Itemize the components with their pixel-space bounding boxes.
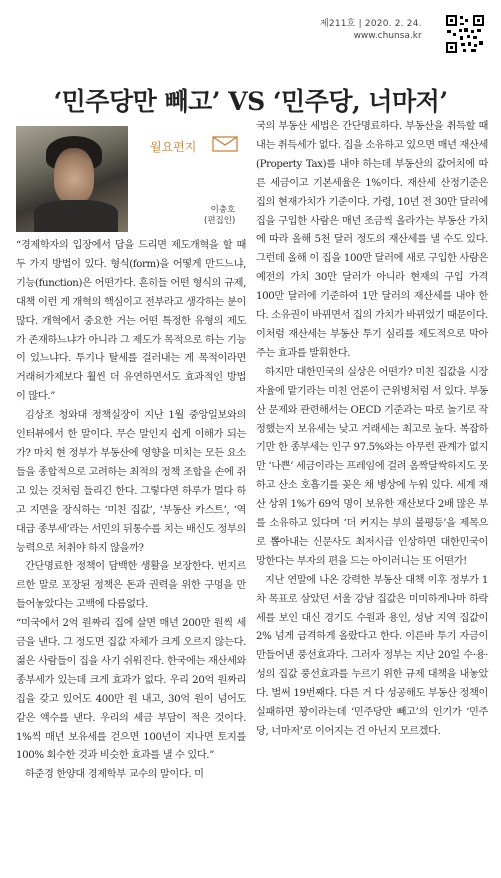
issue-header (320, 18, 422, 42)
paragraph: 국의 부동산 세법은 간단명료하다. 부동산을 취득할 때 내는 취득세가 없다. 집을 소유하고 있으면 매년 재산세(Property Tax)를 내야 하는데 부동산의 값어치에 따른 세금이고 기본세율은 1%이다. 재산세 산정기준은 집의 현재가치가 기준이다. 가령, 10년 전 30만 달러에 집을 구입한 사람은 매년 조금씩 올라가는 부동산 가치에 따라 올해 5천 달러 정도의 재산세를 낼 수도 있다. 그런데 올해 이 집을 100만 달러에 새로 구입한 사람은 예전의 가치 30만 달러가 아니라 현재의 구입 가격 100만 달러에 기준하여 1만 달러의 재산세를 내야 한다. 소유권이 바뀌면서 집의 가치가 바뀌었기 때문이다. 이처럼 재산세는 부동산 투기 심리를 제도적으로 막아주는 효과를 발휘한다. (256, 121, 488, 359)
body-column-right (256, 118, 488, 742)
site-url[interactable]: www.chunsa.kr (353, 31, 422, 41)
paragraph: 간단명료한 정책이 담백한 생활을 보장한다. 번지르르한 말로 포장된 정책은 돈과 권력을 위한 구멍을 만들어놓았다는 고백에 다름없다. (16, 561, 246, 611)
paragraph: 하준경 한양대 경제학부 교수의 말이다. 미 (25, 769, 204, 781)
paragraph: “미국에서 2억 원짜리 집에 살면 매년 200만 원씩 세금을 낸다. 그 정도면 집값 자체가 크게 오르지 않는다. 젊은 사람들이 집을 사기 쉬워진다. 한국에는 재산세와 종부세가 있는데 크게 효과가 없다. 우리 20억 원짜리 집을 갖고 있어도 400만 원 내고, 30억 원이 넘어도 같은 액수를 낸다. 우리의 세금 부담이 적은 것이다. 1%씩 매년 보유세를 걷으면 100년이 지나면 토지를 100% 회수한 것과 비슷한 효과를 낼 수 있다.” (16, 618, 246, 762)
body-column-left (16, 237, 246, 785)
paragraph: 하지만 대한민국의 실상은 어떤가? 미친 집값을 시장 자율에 맡기라는 미친 언론이 근위병처럼 서 있다. 부동산 문제와 관련해서는 OECD 기준과는 따로 놀기로 작정했는지 보유세는 낮고 거래세는 최고로 높다. 복잡하기만 한 종부세는 인구 97.5%와는 아무런 관계가 없지만 ‘나쁜’ 세금이라는 프레임에 걸려 옴짝달싹하지도 못하고 산소 호흡기를 꽂은 채 병상에 누워 있다. 세계 재산 상위 1%가 69억 명이 보유한 재산보다 2배 많은 부를 소유하고 있다며 ‘더 커지는 부의 불평등’을 제목으로 뽑아내는 신문사도 최저시급 인상하면 대한민국이 망한다는 부자의 편을 드는 아이러니는 또 어떤가! (256, 366, 488, 567)
author-photo (16, 126, 128, 232)
author-title: (편집인) (204, 216, 236, 226)
author-byline (204, 205, 235, 227)
envelope-icon (212, 136, 238, 152)
headline: ‘민주당만 빼고’ VS ‘민주당, 너마저’ (53, 87, 448, 116)
paragraph: “경제학자의 입장에서 답을 드리면 제도개혁을 할 때 두 가지 방법이 있다. 형식(form)을 어떻게 만드느냐, 기능(function)은 어떤가다. 흔히들 어떤 형식의 규제, 대책 이런 게 개혁의 핵심이고 전부라고 생각하는 분이 많다. 개혁에서 중요한 거는 어떤 특정한 유형의 제도가 존재하느냐가 아니라 그 제도가 목적으로 하는 기능이 있느냐다. 투기나 탈세를 걸러내는 게 목적이라면 거래허가제보다 훨씬 더 유연하면서도 효과적인 방법이 많다.” (16, 240, 246, 403)
author-name: 이충호 (210, 205, 236, 215)
paragraph: 지난 연말에 나온 강력한 부동산 대책 이후 정부가 1차 목표로 삼았던 서울 강남 집값은 미미하게나마 하락세를 보인 대신 경기도 수원과 용인, 성남 지역 집값이 2% 넘게 급격하게 올랐다고 한다. 이른바 투기 자금이 만들어낸 풍선효과다. 그러자 정부는 지난 20일 수·용·성의 집값 풍선효과를 누르기 위한 규제 대책을 내놓았다. 벌써 19번째다. 다른 거 다 성공해도 부동산 정책이 실패하면 꽝이라는데 ‘민주당만 빼고’의 인기가 ‘민주당, 너마저’로 이어지는 건 아닌지 모르겠다. (256, 574, 488, 737)
paragraph: 김상조 청와대 정책실장이 지난 1월 중앙일보와의 인터뷰에서 한 말이다. 무슨 말인지 쉽게 이해가 되는가? 마치 현 정부가 부동산에 영향을 미치는 모든 요소들을 종합적으로 고려하는 최적의 정책 조합을 손에 쥐고 있는 것처럼 들리긴 한다. 그렇다면 하루가 멀다 하고 지면을 장식하는 ‘미친 집값’, ‘부동산 카스트’, ‘역대급 종부세’라는 서민의 뒤통수를 치는 배신도 정부의 능력으로 처취야 하지 않을까? (16, 410, 246, 554)
qr-code[interactable] (445, 14, 485, 54)
issue-info: 제211호 | 2020. 2. 24. (320, 19, 422, 29)
column-label: 월요편지 (150, 140, 197, 154)
